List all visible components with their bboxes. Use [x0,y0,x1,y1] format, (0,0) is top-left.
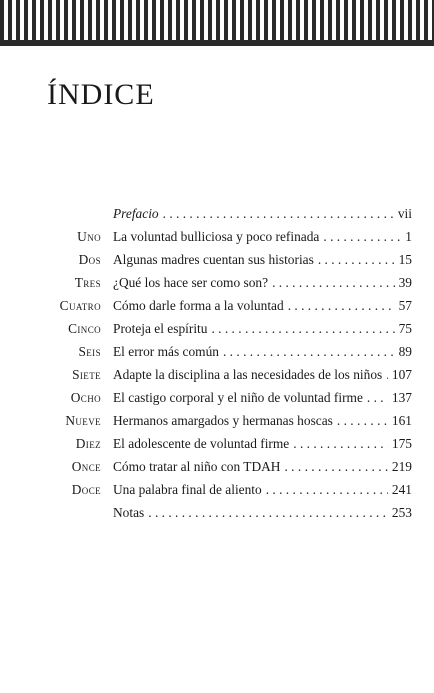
page-number: 137 [391,390,412,405]
dot-leader [337,411,388,431]
chapter-number: Tres [74,275,101,290]
dot-leader [148,503,388,523]
dot-leader [318,250,395,270]
dot-leader [163,204,394,224]
chapter-number: Diez [75,436,101,451]
toc-entry-ocho[interactable] [40,388,412,411]
toc-entry-doce[interactable] [40,480,412,503]
page-number: 75 [398,321,412,336]
toc-entry-cinco[interactable] [40,319,412,342]
dot-leader [211,319,394,339]
page-number: 57 [398,298,412,313]
chapter-title: ¿Qué los hace ser como son? [113,275,269,290]
toc-entry-prefacio[interactable] [40,204,412,227]
page-number: 1 [405,229,412,244]
chapter-title: Proteja el espíritu [113,321,208,336]
chapter-title: Cómo darle forma a la voluntad [113,298,284,313]
toc-entry-dos[interactable] [40,250,412,273]
page-number: 241 [391,482,412,497]
toc-entry-diez[interactable] [40,434,412,457]
chapter-title: Cómo tratar al niño con TDAH [113,459,281,474]
dot-leader [323,227,401,247]
chapter-number: Dos [78,252,101,267]
chapter-title: Una palabra final de aliento [113,482,262,497]
page-number: 89 [398,344,412,359]
dot-leader [367,388,388,408]
chapter-title: Adapte la disciplina a las necesidades de los niños [113,367,383,382]
dot-leader [272,273,395,293]
page-number: vii [397,206,412,221]
chapter-title: El error más común [113,344,219,359]
toc-entry-tres[interactable] [40,273,412,296]
chapter-number: Cinco [68,321,101,336]
chapter-title: Hermanos amargados y hermanas hoscas [113,413,333,428]
page-title: ÍNDICE [47,78,155,111]
toc-entry-notas[interactable] [40,503,412,526]
toc-entry-cuatro[interactable] [40,296,412,319]
page-number: 39 [398,275,412,290]
chapter-number: Ocho [70,390,101,405]
chapter-title: Notas [113,505,145,520]
chapter-number: Seis [78,344,101,359]
chapter-number: Cuatro [59,298,101,313]
page-number: 161 [391,413,412,428]
chapter-number: Uno [77,229,101,244]
chapter-title: Algunas madres cuentan sus historias [113,252,314,267]
toc-entry-uno[interactable] [40,227,412,250]
toc-entry-once[interactable] [40,457,412,480]
toc-entry-nueve[interactable] [40,411,412,434]
toc-entry-siete[interactable] [40,365,412,388]
dot-leader [266,480,388,500]
decorative-striped-band [0,0,434,46]
page-number: 107 [391,367,412,382]
table-of-contents [40,204,412,526]
page-number: 175 [391,436,412,451]
page-number: 219 [391,459,412,474]
dot-leader [284,457,387,477]
dot-leader [293,434,388,454]
chapter-number: Doce [71,482,101,497]
chapter-title: El castigo corporal y el niño de voluntad firme [113,390,363,405]
chapter-title: La voluntad bulliciosa y poco refinada [113,229,320,244]
chapter-number: Once [71,459,101,474]
toc-entry-seis[interactable] [40,342,412,365]
dot-leader [288,296,395,316]
dot-leader [223,342,395,362]
page-number: 15 [398,252,412,267]
page-number: 253 [391,505,412,520]
chapter-number: Siete [72,367,101,382]
chapter-title: El adolescente de voluntad firme [113,436,290,451]
chapter-title: Prefacio [113,206,159,221]
chapter-number: Nueve [65,413,101,428]
